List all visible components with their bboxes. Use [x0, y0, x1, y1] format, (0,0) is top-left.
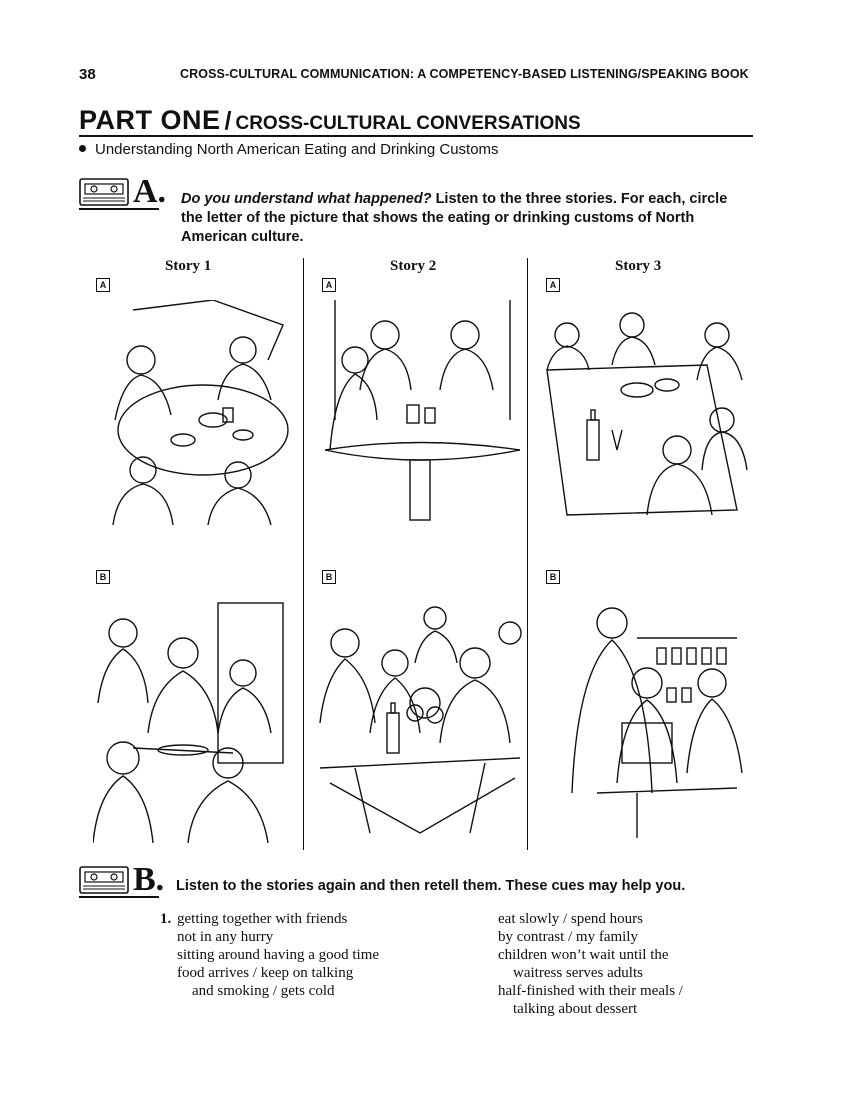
cue-line: eat slowly / spend hours [498, 911, 643, 927]
story-3-choice-a[interactable]: A [546, 278, 560, 292]
story-2-choice-b[interactable]: B [322, 570, 336, 584]
picture-grid [79, 258, 753, 850]
cue-line: and smoking / gets cold [192, 983, 335, 999]
column-divider [527, 258, 528, 850]
cue-line: food arrives / keep on talking [177, 965, 354, 981]
cues-right-column [498, 910, 683, 1018]
page-number: 38 [79, 66, 96, 83]
cue-line: 1. getting together with friends [160, 911, 348, 927]
topic-bullet [79, 141, 499, 158]
cue-line: sitting around having a good time [177, 947, 380, 963]
cue-line: talking about dessert [513, 1001, 638, 1017]
running-header: CROSS-CULTURAL COMMUNICATION: A COMPETENCY-BASED LISTENING/SPEAKING BOOK [180, 67, 749, 81]
story-1-choice-b[interactable]: B [96, 570, 110, 584]
story-3-choice-b[interactable]: B [546, 570, 560, 584]
cues-left-column [160, 910, 379, 1000]
cue-line: children won’t wait until the [498, 947, 669, 963]
story-1-choice-a[interactable]: A [96, 278, 110, 292]
story-2a-illustration [315, 300, 525, 525]
section-a-instruction [181, 190, 741, 247]
part-title-main: PART ONE [79, 105, 221, 135]
cue-number: 1. [160, 911, 172, 927]
story-2-choice-a[interactable]: A [322, 278, 336, 292]
part-title-slash: / [224, 107, 232, 135]
story-3-header: Story 3 [615, 258, 662, 274]
story-1a-illustration [93, 300, 293, 525]
story-2-header: Story 2 [390, 258, 437, 274]
part-title-sub: CROSS-CULTURAL CONVERSATIONS [235, 113, 581, 134]
story-1b-illustration [93, 593, 293, 843]
column-divider [303, 258, 304, 850]
section-a-question: Do you understand what happened? [181, 191, 432, 207]
story-2b-illustration [315, 593, 525, 843]
title-rule [79, 135, 753, 137]
section-b-instruction: Listen to the stories again and then retell them. These cues may help you. [176, 878, 686, 894]
section-b-letter: B. [133, 861, 165, 898]
cue-line: not in any hurry [177, 929, 274, 945]
story-1-header: Story 1 [165, 258, 212, 274]
story-3a-illustration [537, 300, 749, 525]
part-title [79, 105, 581, 136]
section-a-text: Listen to the three stories. For each, circle the letter of the picture that shows the eating or drinking customs of North American culture. [181, 191, 728, 245]
topic-text: Understanding North American Eating and Drinking Customs [95, 141, 499, 158]
cue-line: by contrast / my family [498, 929, 638, 945]
section-a-letter: A. [133, 173, 167, 210]
cassette-tape-icon [79, 866, 131, 896]
story-3b-illustration [537, 593, 749, 843]
cue-line: waitress serves adults [513, 965, 643, 981]
cassette-tape-icon [79, 178, 131, 208]
cue-line: half-finished with their meals / [498, 983, 683, 999]
